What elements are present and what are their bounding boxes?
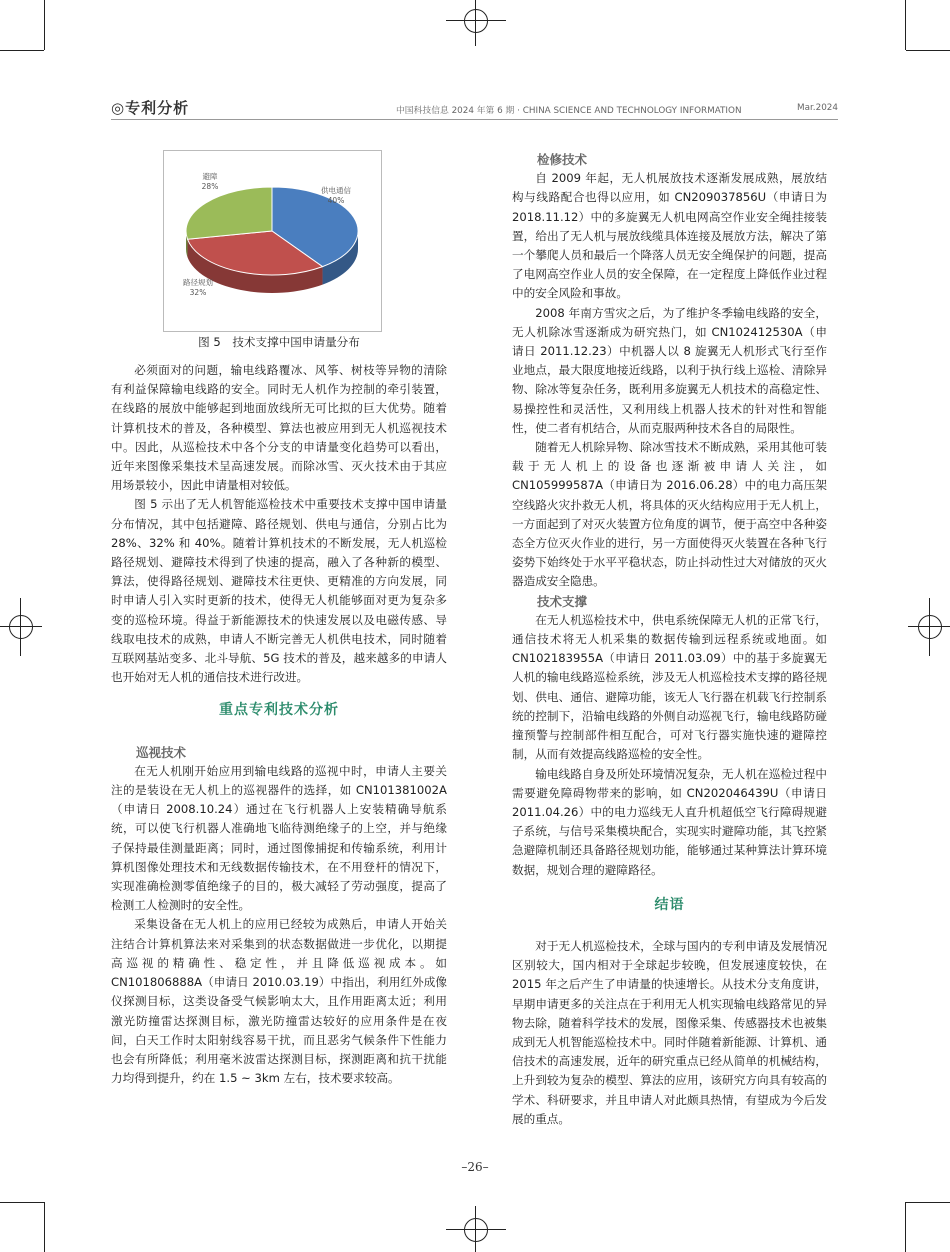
crop-mark-bottom-left-h — [0, 1202, 44, 1203]
pie-percent-label: 28% — [201, 182, 219, 191]
crop-mark-bottom-right-h — [906, 1202, 950, 1203]
paragraph: 2008 年南方雪灾之后，为了维护冬季输电线路的安全，无人机除冰雪逐渐成为研究热门，如 CN102412530A（申请日 2011.12.23）中机器人以 8 旋翼无人机形式飞行至作业地点，最大限度地接近线路，以利于执行线上巡检、清除异物、除冰等复杂任务，既利用多旋翼无人机技术的高稳定性、易操控性和灵活性，又利用线上机器人技术的针对性和智能性，使二者有机结合，从而克服两种技术各自的局限性。 — [512, 305, 827, 435]
pie-percent-label: 40% — [327, 196, 345, 205]
subheading: 巡视技术 — [136, 744, 187, 760]
registration-mark-bottom-circle — [464, 1218, 488, 1242]
pie-label: 避障 — [202, 172, 218, 181]
pie-label: 路径规划 — [183, 278, 213, 287]
paragraph: 在无人机巡检技术中，供电系统保障无人机的正常飞行，通信技术将无人机采集的数据传输到远程系统或地面。如 CN102183955A（申请日 2011.03.09）中的基于多旋翼无人机的输电线路巡检系统，涉及无人机巡检技术支撑的路径规划、供电、通信、避障功能，该无人飞行器在机载飞行控制系统的控制下，沿输电线路的外侧自动巡视飞行，输电线路防碰撞预警与控制部件相互配合，可对飞行器实施快速的避障控制，从而有效提高线路巡检的安全性。 — [512, 612, 827, 762]
paragraph: 必须面对的问题，输电线路覆冰、风筝、树枝等异物的清除有利益保障输电线路的安全。同时无人机作为控制的牵引装置，在线路的展放中能够起到地面放线所无可比拟的巨大优势。随着计算机技术的普及，各种模型、算法也被应用到无人机巡视技术中。因此，从巡检技术中各个分支的申请量变化趋势可以看出，近年来图像采集技术呈高速发展。而除冰雪、灭火技术由于其应用场景较小，因此申请量相对较低。 — [111, 363, 447, 493]
pie-chart — [164, 151, 381, 331]
pie-label: 供电通信 — [321, 186, 351, 195]
crop-mark-bottom-right-v — [905, 1202, 906, 1252]
paragraph: 在无人机刚开始应用到输电线路的巡视中时，申请人主要关注的是装设在无人机上的巡视器件的选择，如 CN101381002A（申请日 2008.10.24）通过在飞行机器人上安装精确导航系统，可以使飞行机器人准确地飞临待测绝缘子的上空，并与绝缘子保持最佳测量距离；同时，通过图像捕捉和传输系统，利用计算机图像处理技术和无线数据传输技术，在不用登杆的情况下，实现准确检测零值绝缘子的目的，极大减轻了劳动强度，提高了检测工人检测时的安全性。 — [111, 763, 447, 913]
figure-5-chart — [163, 150, 382, 332]
page-number: –26– — [461, 1160, 489, 1174]
paragraph: 对于无人机巡检技术，全球与国内的专利申请及发展情况区别较大，国内相对于全球起步较晚，但发展速度较快，在 2015 年之后产生了申请量的快速增长。从技术分支角度讲，早期申请更多的关注点在于利用无人机实现输电线路常见的异物去除，随着科学技术的发展，图像采集、传感器技术也被集成到无人机智能巡检技术中。同时伴随着新能源、计算机、通信技术的高速发展，近年的研究重点已经从简单的机械结构，上升到较为复杂的模型、算法的应用，该研究方向具有较高的学术、科研要求，并且申请人对此颇具热情，有望成为今后发展的重点。 — [512, 938, 827, 1126]
section-heading: 重点专利技术分析 — [219, 702, 339, 719]
section-title: ◎专利分析 — [111, 99, 190, 117]
registration-mark-left-circle — [9, 615, 33, 639]
left-column — [111, 361, 447, 1088]
paragraph: 图 5 示出了无人机智能巡检技术中重要技术支撑中国申请量分布情况，其中包括避障、路径规划、供电与通信，分别占比为 28%、32% 和 40%。随着计算机技术的不断发展，无人机巡检路径规划、避障技术得到了快速的提高，融入了各种新的模型、算法，使得路径规划、避障技术往更快、更精准的方向发展，同时申请人引入实时更新的技术，使得无人机能够面对更为复杂多变的巡检环境。得益于新能源技术的快速发展以及电磁传感、导线取电技术的成熟，申请人不断完善无人机供电技术，同时随着互联网基站变多、北斗导航、5G 技术的普及，越来越多的申请人也开始对无人机的通信技术进行改进。 — [111, 497, 447, 685]
page-header — [111, 97, 838, 121]
issue-date: Mar.2024 — [797, 103, 838, 113]
pie-slice — [186, 187, 272, 239]
paragraph: 采集设备在无人机上的应用已经较为成熟后，申请人开始关注结合计算机算法来对采集到的状态数据做进一步优化，以期提高巡视的精确性、稳定性，并且降低巡视成本。如 CN101806888A（申请日 2010.03.19）中指出，利用红外成像仪探测目标，这类设备受气候影响太大，且作用距离太近；利用激光防撞雷达探测目标，激光防撞雷达较好的应用条件是在夜间，白天工作时太阳射线容易干扰，而且恶劣气候条件下性能力也会有所降低；利用毫米波雷达探测目标，探测距离和抗干扰能力均得到提升，约在 1.5 ~ 3km 左右，技术要求较高。 — [111, 917, 447, 1086]
subheading: 检修技术 — [537, 152, 588, 167]
crop-mark-top-right-v — [905, 0, 906, 50]
pie-percent-label: 32% — [189, 288, 207, 297]
paragraph: 随着无人机除异物、除冰雪技术不断成熟，采用其他可装载于无人机上的设备也逐渐被申请人关注，如 CN105999587A（申请日为 2016.06.28）中的电力高压架空线路火灾扑救无人机，将具体的灭火结构应用于无人机上，一方面起到了对灭火装置方位角度的调节，便于高空中各种姿态全方位灭火作业的进行，另一方面使得灭火装置在各种飞行姿势下始终处于水平平稳状态，防止抖动性过大对储放的灭火器造成安全隐患。 — [512, 440, 827, 589]
paragraph: 输电线路自身及所处环境情况复杂，无人机在巡检过程中需要避免障碍物带来的影响，如 CN202046439U（申请日 2011.04.26）中的电力巡线无人直升机超低空飞行障碍规避子系统，与信号采集模块配合，实现实时避障功能，其飞控紧急避障机制还具备路径规划功能，能够通过某种算法计算环境数据，规划合理的避障路径。 — [512, 766, 827, 877]
right-column — [512, 150, 827, 1129]
header-rule — [111, 119, 838, 120]
crop-mark-bottom-left-v — [44, 1202, 45, 1252]
section-heading: 结语 — [654, 896, 685, 913]
registration-mark-top-circle — [464, 9, 488, 33]
crop-mark-top-left-h — [0, 50, 44, 51]
registration-mark-right-circle — [918, 615, 942, 639]
subheading: 技术支撑 — [537, 593, 588, 609]
crop-mark-top-right-h — [906, 50, 950, 51]
figure-caption: 图 5 技术支撑中国申请量分布 — [198, 335, 360, 349]
crop-mark-top-left-v — [44, 0, 45, 50]
journal-info: 中国科技信息 2024 年第 6 期 · CHINA SCIENCE AND TECHNOLOGY INFORMATION — [396, 106, 742, 116]
paragraph: 自 2009 年起，无人机展放技术逐渐发展成熟，展放结构与线路配合也得以应用，如 CN209037856U（申请日为 2018.11.12）中的多旋翼无人机电网高空作业安全绳挂接装置，给出了无人机与展放线缆具体连接及展放方法，解决了第一个攀爬人员和最后一个降落人员无安全绳保护的问题，提高了电网高空作业人员的安全保障，在一定程度上降低作业过程中的安全风险和事故。 — [512, 171, 827, 301]
